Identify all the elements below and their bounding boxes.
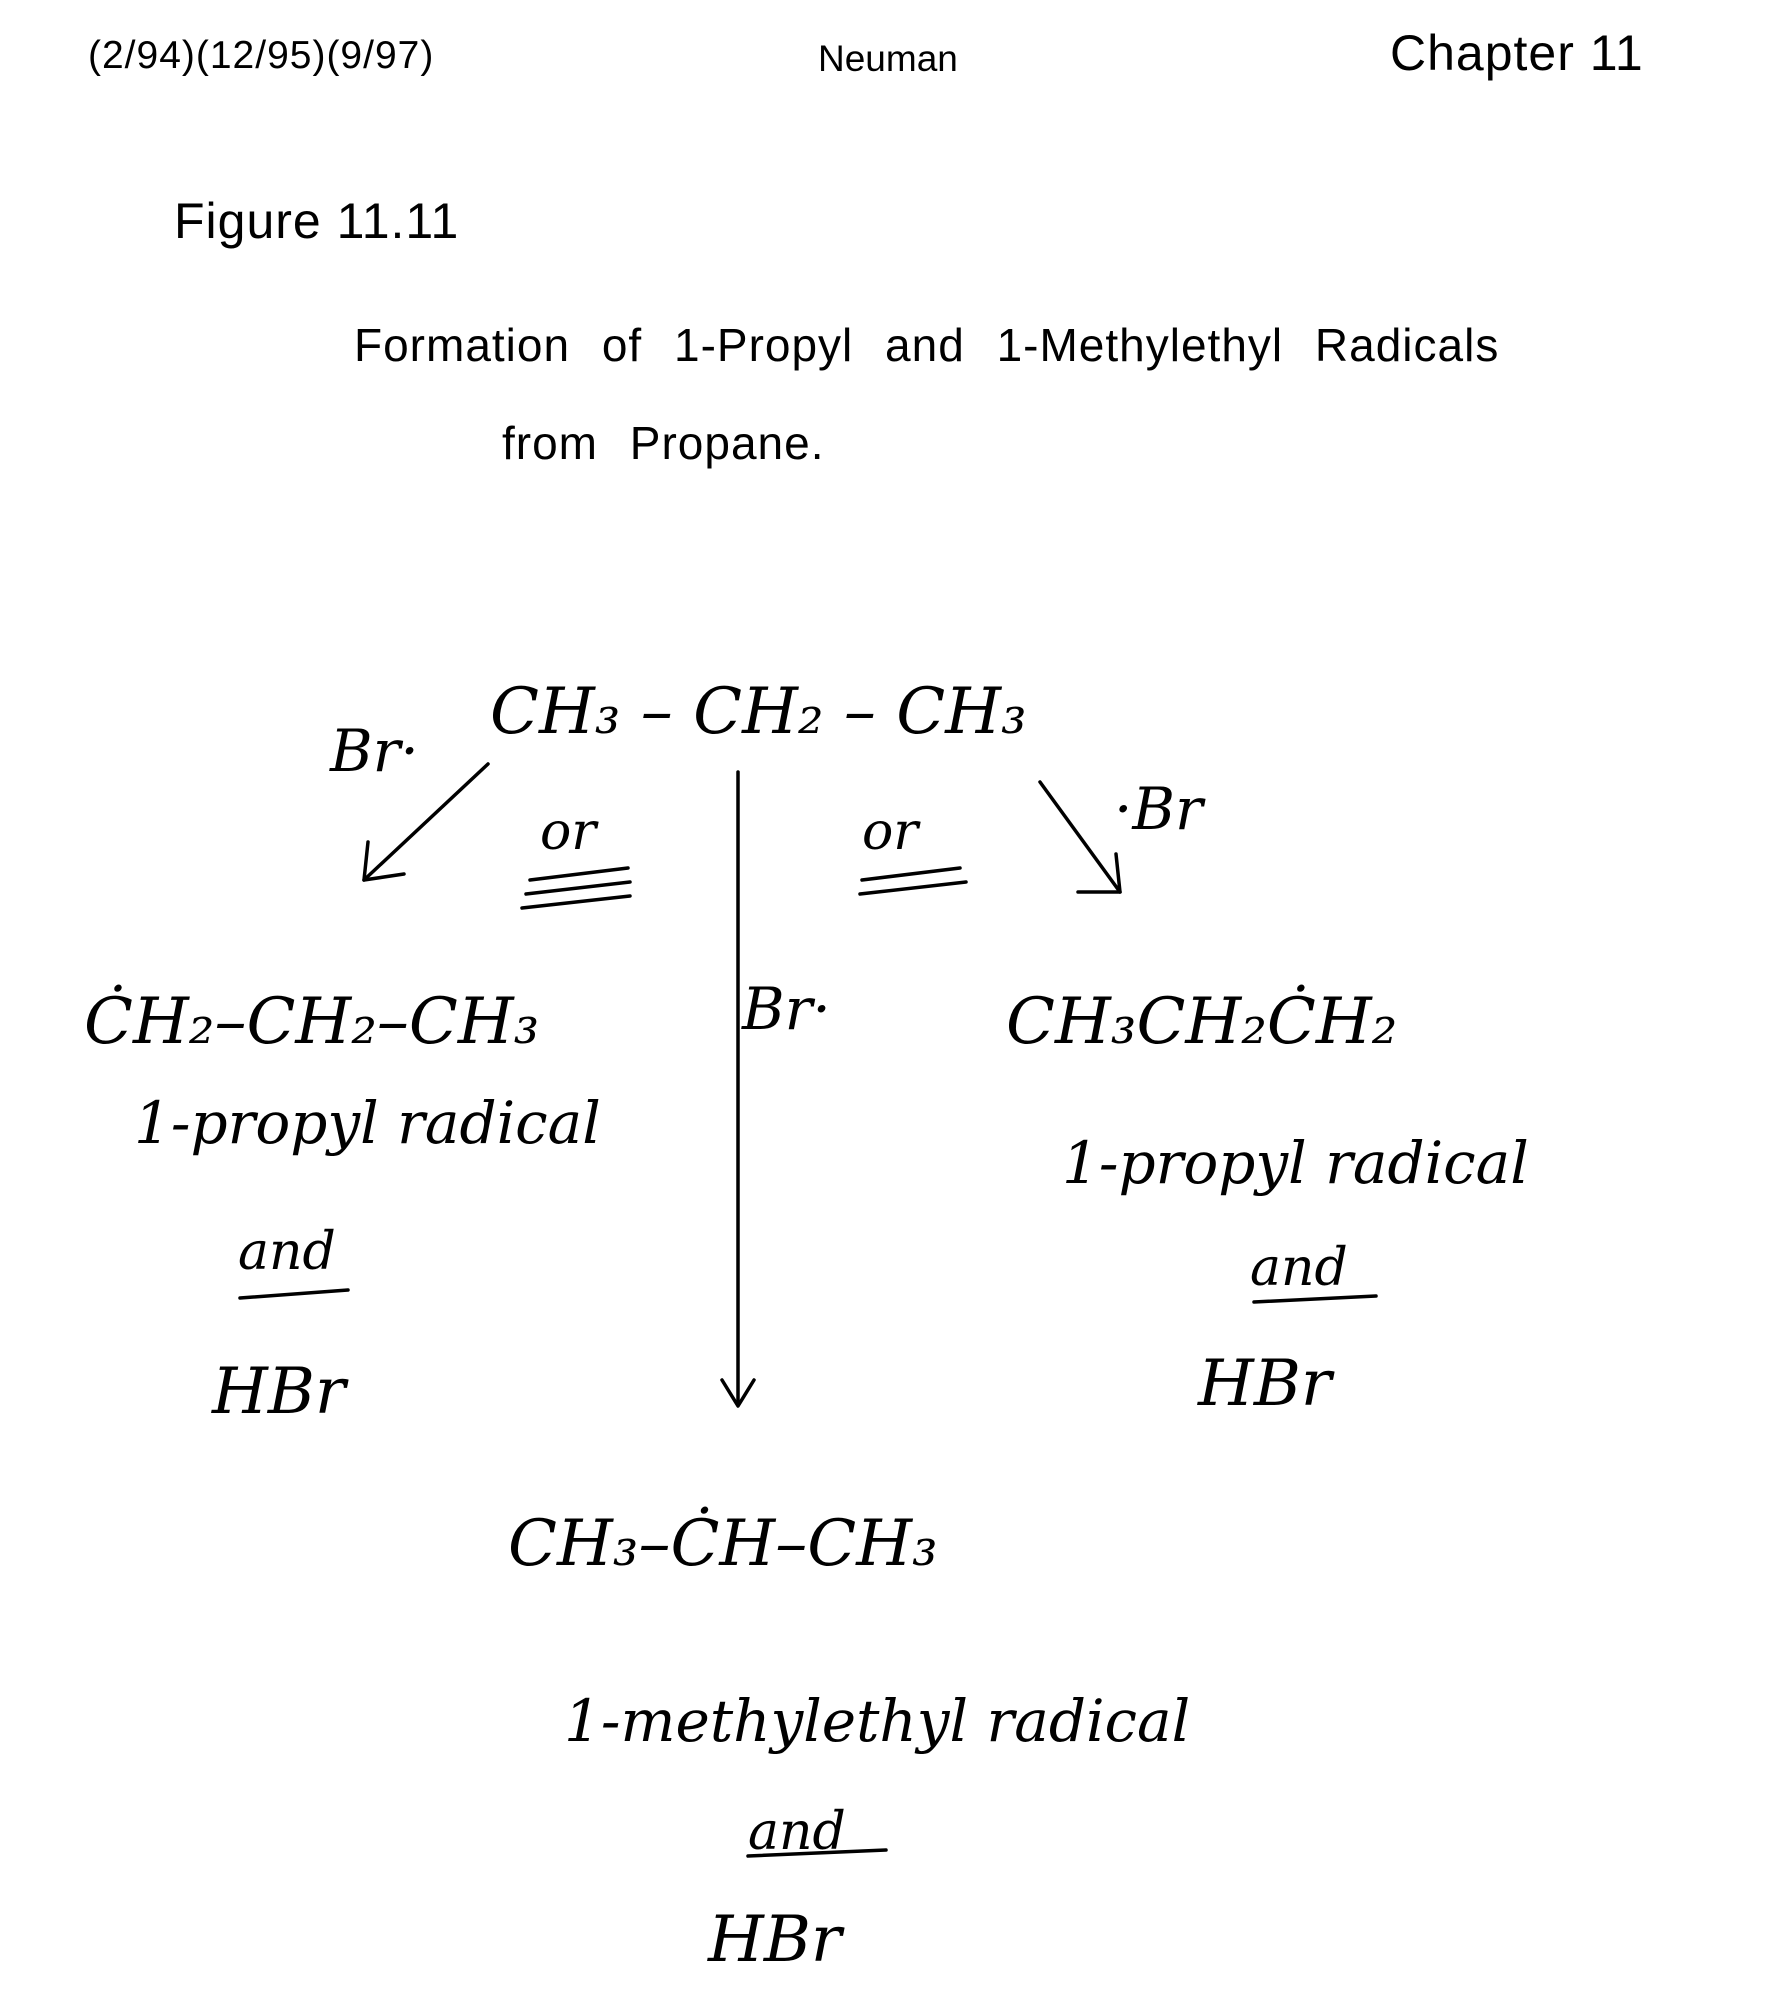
header-chapter: Chapter 11: [1390, 25, 1644, 81]
right-product-name: 1-propyl radical: [1062, 1129, 1529, 1197]
middle-product-conjunction: and: [748, 1802, 846, 1862]
left-arrowhead: [364, 842, 404, 880]
left-and-underline: [240, 1290, 348, 1298]
left-product-formula: ĊH₂–CH₂–CH₃: [84, 985, 540, 1059]
right-arrowhead: [1078, 854, 1120, 892]
left-or-underline-1: [530, 868, 628, 880]
figure-title-line-2: from Propane.: [502, 417, 825, 469]
middle-product-formula: CH₃–ĊH–CH₃: [508, 1507, 938, 1581]
left-product-byproduct: HBr: [212, 1355, 346, 1429]
right-or-label: or: [862, 802, 919, 862]
reagent-left: Br·: [330, 717, 419, 785]
right-arrow: [1040, 782, 1120, 892]
reagent-middle: Br·: [742, 975, 831, 1043]
right-product-formula: CH₃CH₂ĊH₂: [1006, 985, 1398, 1059]
reagent-right: ·Br: [1114, 775, 1203, 843]
left-or-underline-3: [522, 896, 630, 908]
middle-product-byproduct: HBr: [708, 1903, 842, 1977]
left-product-conjunction: and: [238, 1222, 336, 1282]
middle-product-name: 1-methylethyl radical: [564, 1687, 1191, 1755]
left-or-underline-2: [526, 882, 630, 894]
right-product-conjunction: and: [1250, 1238, 1348, 1298]
left-or-label: or: [540, 802, 597, 862]
header-date: (2/94)(12/95)(9/97): [88, 34, 435, 77]
header-author: Neuman: [818, 38, 958, 79]
figure-title-line-1: Formation of 1-Propyl and 1-Methylethyl Radicals: [354, 319, 1500, 371]
middle-arrowhead: [722, 1380, 754, 1406]
reactant-formula: CH₃ – CH₂ – CH₃: [490, 675, 1027, 749]
right-product-byproduct: HBr: [1198, 1347, 1332, 1421]
figure-label: Figure 11.11: [174, 193, 460, 249]
left-product-name: 1-propyl radical: [134, 1089, 601, 1157]
right-or-underline-1: [862, 868, 960, 880]
right-or-underline-2: [860, 882, 966, 894]
